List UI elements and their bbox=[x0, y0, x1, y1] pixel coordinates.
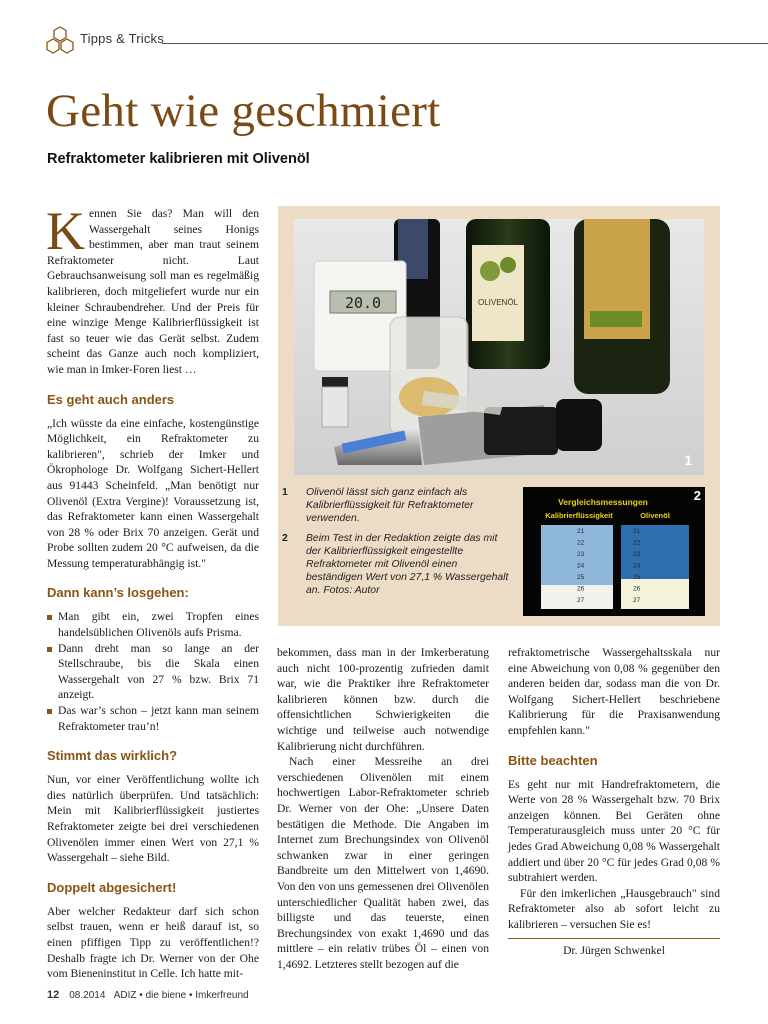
section-heading: Stimmt das wirklich? bbox=[47, 748, 178, 764]
paragraph: Nach einer Messreihe an drei verschiedenen Olivenölen mit einem hochwertigen Labor-Refraktometer schrieb Dr. Werner von der Ohe: „Unsere Daten bestätigen die Methode. Die Angaben im Internet zum Brechungsindex von Olivenöl schwanken zwar in einer geringen Bandbreite um den Mittelwert von 1,4690. Von den von uns gemessenen drei Olivenölen unterschiedlicher Qualität haben zwei, das billigste und das teuerste, einen Brechungsindex von exakt 1,4690 und das mittlere – ein relativ trübes Öl – einen von 1,4692. Letzteres stellt bezogen auf die bbox=[277, 755, 489, 971]
inset-col-left: Kalibrierflüssigkeit bbox=[545, 511, 613, 520]
caption-1: 1 Olivenöl lässt sich ganz einfach als Kalibrierflüssigkeit für Refraktometer verwenden. bbox=[282, 487, 474, 525]
photo-number: 1 bbox=[684, 452, 692, 468]
author-rule bbox=[508, 938, 720, 939]
column-3 bbox=[508, 645, 720, 933]
figure-captions bbox=[282, 486, 514, 604]
inset-scale-tick: 25 bbox=[577, 574, 585, 581]
steps-list bbox=[47, 609, 259, 734]
paragraph: Aber welcher Redakteur darf sich schon selbst trauen, wenn er heiß darauf ist, so einen pfiffigen Tipp zu veröffentlichen!? Deshalb fragte ich Dr. Werner von der Ohe vom Bieneninstitut in Celle. Ich hatte mit- bbox=[47, 904, 259, 981]
paragraph: „Ich wüsste da eine einfache, kostengünstige Möglichkeit, ein Refraktometer zu kalibrieren", schrieb der Imker und Ökrophologe Dr. Wolfgang Sichert-Hellert aus 91443 Scheinfeld. „Man benötigt nur Olivenöl (Extra Vergine)! Voraussetzung ist, das Refraktometer kann einen Wassergehalt von 28 % oder Brix 70 anzeigen. Gerät und Probe sollten zudem 20 °C aufweisen, da die Messung temperaturabhängig ist." bbox=[47, 416, 259, 570]
page-footer bbox=[47, 989, 249, 1001]
page-number: 12 bbox=[47, 989, 60, 1001]
paragraph: Es geht nur mit Handrefraktometern, die Werte von 28 % Wassergehalt bzw. 70 Brix anzeigen können. Bei Geräten ohne Temperaturausgleich muss unter 20 °C für jedes Grad Abweichung 0,08 % Wassergehalt addiert und über 20 °C für jedes Grad 0,08 % subtrahiert werden. bbox=[508, 777, 720, 885]
intro-paragraph bbox=[46, 201, 259, 378]
inset-scale-tick: 25 bbox=[633, 574, 641, 581]
paragraph: bekommen, dass man in der Imkerberatung auch nicht 100-prozentig zufrieden damit war, wie die Praktiker ihre Refraktometer kalibrieren können bzw. durch die offensichtlichen Schwierigkeiten die wichtige und teilweise auch notwendige Kalibrierung nicht durchführen. bbox=[277, 646, 489, 753]
inset-scale-tick: 21 bbox=[577, 528, 585, 535]
paragraph: Für den imkerlichen „Hausgebrauch" sind Refraktometer also ab sofort leicht zu kalibrieren – versuchen Sie es! bbox=[508, 886, 720, 931]
section-heading: Doppelt abgesichert! bbox=[47, 879, 177, 895]
inset-number: 2 bbox=[693, 488, 701, 503]
author-name: Dr. Jürgen Schwenkel bbox=[563, 944, 665, 957]
list-item: Das war’s schon – jetzt kann man seinem Refraktometer trau’n! bbox=[47, 703, 259, 734]
inset-scale-tick: 27 bbox=[577, 597, 585, 604]
article-subtitle: Refraktometer kalibrieren mit Olivenöl bbox=[47, 151, 310, 167]
refractometer-photo bbox=[294, 219, 704, 475]
publication-name: ADIZ • die biene • Imkerfreund bbox=[113, 990, 249, 1001]
issue-date: 08.2014 bbox=[69, 990, 106, 1001]
thermo-display-text: 20.0 bbox=[344, 294, 382, 312]
paragraph: refraktometrische Wassergehaltsskala nur eine Abweichung von 0,08 % gegenüber den anderen beiden dar, sodass man die von Dr. Wolfgang Sichert-Hellert beschriebene Kalibrierung für die Praxisanwendung empfehlen kann." bbox=[508, 646, 720, 737]
section-label: Tipps & Tricks bbox=[80, 31, 164, 46]
olive-label-text: OLIVENÖL bbox=[477, 298, 519, 307]
inset-scale-tick: 27 bbox=[633, 597, 641, 604]
inset-scale-tick: 26 bbox=[633, 585, 641, 593]
inset-scale-tick: 24 bbox=[577, 562, 585, 570]
caption-2: 2 Beim Test in der Redaktion zeigte das mit der Kalibrierflüssigkeit eingestellte Refraktometer mit Olivenöl einen beständigen Wert von 27,1 % Wassergehalt an. Fotos: Autor bbox=[282, 532, 509, 597]
inset-scale-tick: 22 bbox=[633, 539, 641, 547]
list-item: Dann dreht man so lange an der Stellschraube, bis die Skala einen Wassergehalt von 27 % bzw. Brix 71 anzeigt. bbox=[47, 641, 259, 703]
inset-col-right: Olivenöl bbox=[640, 511, 670, 520]
inset-scale-tick: 23 bbox=[633, 551, 641, 558]
header-rule bbox=[162, 43, 768, 44]
list-item: Man gibt ein, zwei Tropfen eines handelsüblichen Olivenöls aufs Prisma. bbox=[47, 609, 259, 640]
paragraph: Nun, vor einer Veröffentlichung wollte ich dies natürlich überprüfen. Und tatsächlich: Mein mit Kalibrierflüssigkeit justiertes Refraktometer zeigte bei drei verschiedenen Olivenölen immer einen Wert von 27,1 % Wassergehalt – siehe Bild. bbox=[47, 773, 259, 865]
honeycomb-logo-icon bbox=[44, 26, 76, 54]
drop-cap: K bbox=[46, 201, 85, 261]
column-1 bbox=[46, 201, 259, 982]
intro-text: ennen Sie das? Man will den Wassergehalt seines Honigs bestimmen, aber man traut seinem Refraktometer nicht. Laut Gebrauchsanweisung soll man es regelmäßig kalibrieren, doch mitgeliefert wurde nur ein kleiner Schraubendreher. Und der Preis für eine winzige Menge Kalibrierflüssigkeit ist fast so teuer wie das Gerät selbst. Zudem scheint das Ganze auch noch kompliziert, wie man in Imker-Foren liest … bbox=[47, 207, 259, 376]
inset-scale-tick: 21 bbox=[633, 528, 641, 535]
comparison-inset-image bbox=[523, 487, 705, 616]
column-2 bbox=[277, 645, 489, 972]
section-heading: Es geht auch anders bbox=[47, 391, 175, 407]
inset-title: Vergleichsmessungen bbox=[558, 497, 648, 507]
article-title: Geht wie geschmiert bbox=[46, 85, 441, 137]
inset-scale-tick: 26 bbox=[577, 585, 585, 593]
inset-scale-tick: 24 bbox=[633, 562, 641, 570]
inset-scale-tick: 22 bbox=[577, 539, 585, 547]
section-heading: Dann kann’s losgehen: bbox=[47, 585, 189, 601]
section-heading: Bitte beachten bbox=[508, 752, 598, 768]
inset-scale-tick: 23 bbox=[577, 551, 585, 558]
